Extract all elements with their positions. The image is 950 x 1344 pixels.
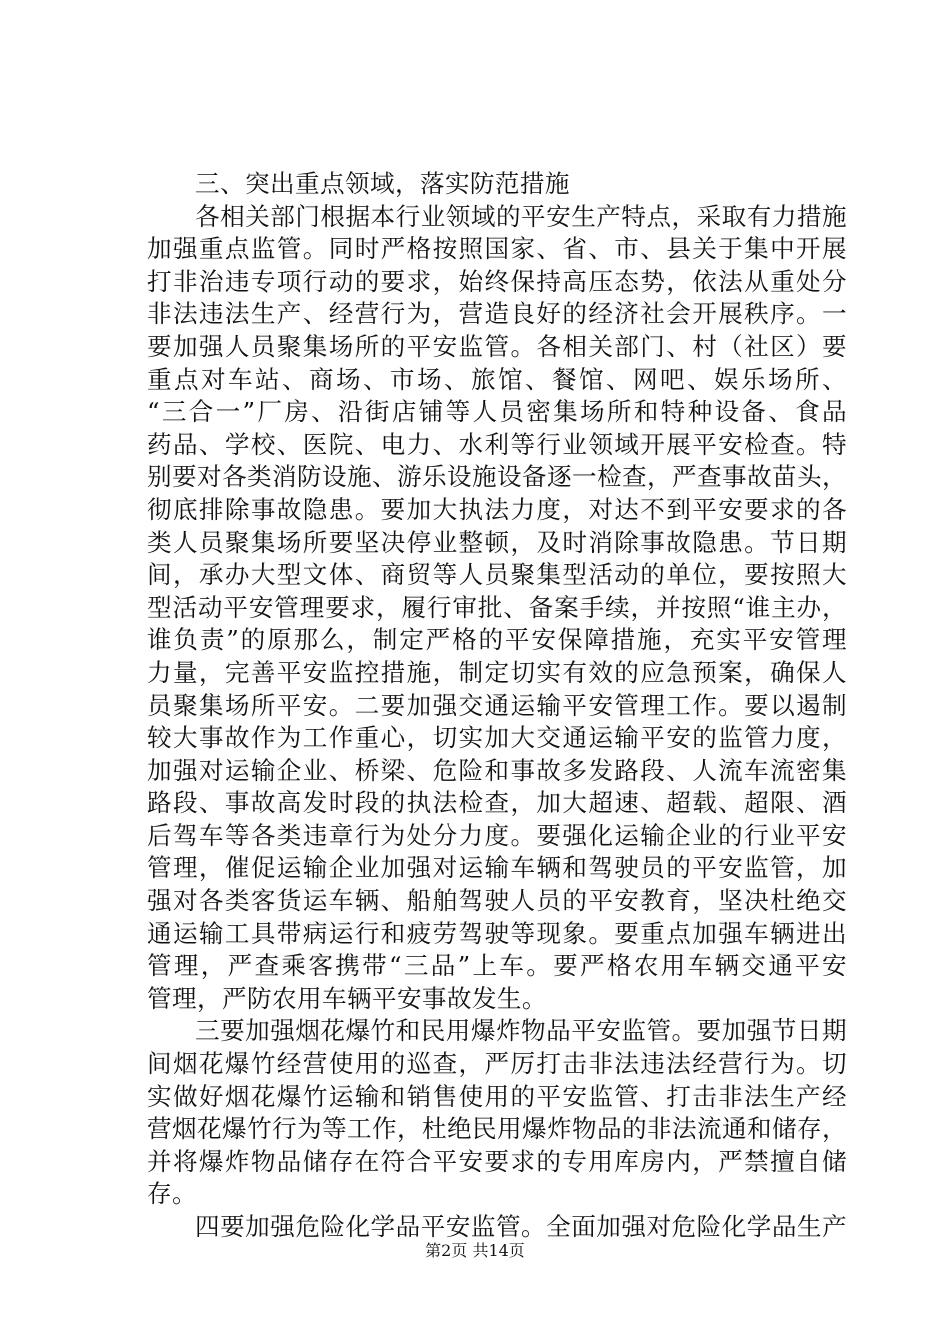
paragraph-line: 实做好烟花爆竹运输和销售使用的平安监管、打击非法生产经 <box>147 1081 847 1111</box>
document-body <box>147 168 847 1244</box>
paragraph-line: 并将爆炸物品储存在符合平安要求的专用库房内，严禁擅自储 <box>147 1146 847 1176</box>
paragraph-line: 谁负责”的原那么，制定严格的平安保障措施，充实平安管理 <box>147 625 847 655</box>
paragraph-line: 三要加强烟花爆竹和民用爆炸物品平安监管。要加强节日期 <box>195 1016 847 1046</box>
paragraph-line: 管理，严查乘客携带“三品”上车。要严格农用车辆交通平安 <box>147 951 847 981</box>
paragraph-line: 重点对车站、商场、市场、旅馆、餐馆、网吧、娱乐场所、 <box>147 364 847 394</box>
paragraph-line: 加强重点监管。同时严格按照国家、省、市、县关于集中开展 <box>147 234 847 264</box>
paragraph-line: 非法违法生产、经营行为，营造良好的经济社会开展秩序。一 <box>147 299 847 329</box>
paragraph-line: 管理，严防农用车辆平安事故发生。 <box>147 983 547 1013</box>
paragraph-line: 强对各类客货运车辆、船舶驾驶人员的平安教育，坚决杜绝交 <box>147 886 847 916</box>
paragraph-line: 药品、学校、医院、电力、水利等行业领域开展平安检查。特 <box>147 429 847 459</box>
paragraph-line: 型活动平安管理要求，履行审批、备案手续，并按照“谁主办， <box>147 592 847 622</box>
paragraph-line: 后驾车等各类违章行为处分力度。要强化运输企业的行业平安 <box>147 820 847 850</box>
paragraph-line: 存。 <box>147 1179 197 1209</box>
paragraph-line: 通运输工具带病运行和疲劳驾驶等现象。要重点加强车辆进出 <box>147 918 847 948</box>
paragraph-line: 类人员聚集场所要坚决停业整顿，及时消除事故隐患。节日期 <box>147 527 847 557</box>
paragraph-line: “三合一”厂房、沿街店铺等人员密集场所和特种设备、食品 <box>147 397 847 427</box>
page-footer <box>0 1241 950 1261</box>
paragraph-line: 营烟花爆竹行为等工作，杜绝民用爆炸物品的非法流通和储存， <box>147 1114 847 1144</box>
paragraph-line: 打非治违专项行动的要求，始终保持高压态势，依法从重处分 <box>147 266 847 296</box>
section-heading: 三、突出重点领域，落实防范措施 <box>195 169 570 198</box>
paragraph-line: 各相关部门根据本行业领域的平安生产特点，采取有力措施 <box>195 201 847 231</box>
paragraph-line: 较大事故作为工作重心，切实加大交通运输平安的监管力度， <box>147 723 847 753</box>
paragraph-line: 间，承办大型文体、商贸等人员聚集型活动的单位，要按照大 <box>147 560 847 590</box>
paragraph-line: 间烟花爆竹经营使用的巡查，严厉打击非法违法经营行为。切 <box>147 1049 847 1079</box>
paragraph-line: 路段、事故高发时段的执法检查，加大超速、超载、超限、酒 <box>147 788 847 818</box>
page-number: 第2页 共14页 <box>425 1241 525 1260</box>
paragraph-line: 别要对各类消防设施、游乐设施设备逐一检查，严查事故苗头， <box>147 462 847 492</box>
paragraph-line: 员聚集场所平安。二要加强交通运输平安管理工作。要以遏制 <box>147 690 847 720</box>
paragraph-line: 加强对运输企业、桥梁、危险和事故多发路段、人流车流密集 <box>147 755 847 785</box>
paragraph-line: 力量，完善平安监控措施，制定切实有效的应急预案，确保人 <box>147 657 847 687</box>
paragraph-line: 彻底排除事故隐患。要加大执法力度，对达不到平安要求的各 <box>147 494 847 524</box>
paragraph-line: 要加强人员聚集场所的平安监管。各相关部门、村（社区）要 <box>147 331 847 361</box>
paragraph-line: 四要加强危险化学品平安监管。全面加强对危险化学品生产 <box>195 1212 847 1241</box>
paragraph-line: 管理，催促运输企业加强对运输车辆和驾驶员的平安监管，加 <box>147 853 847 883</box>
